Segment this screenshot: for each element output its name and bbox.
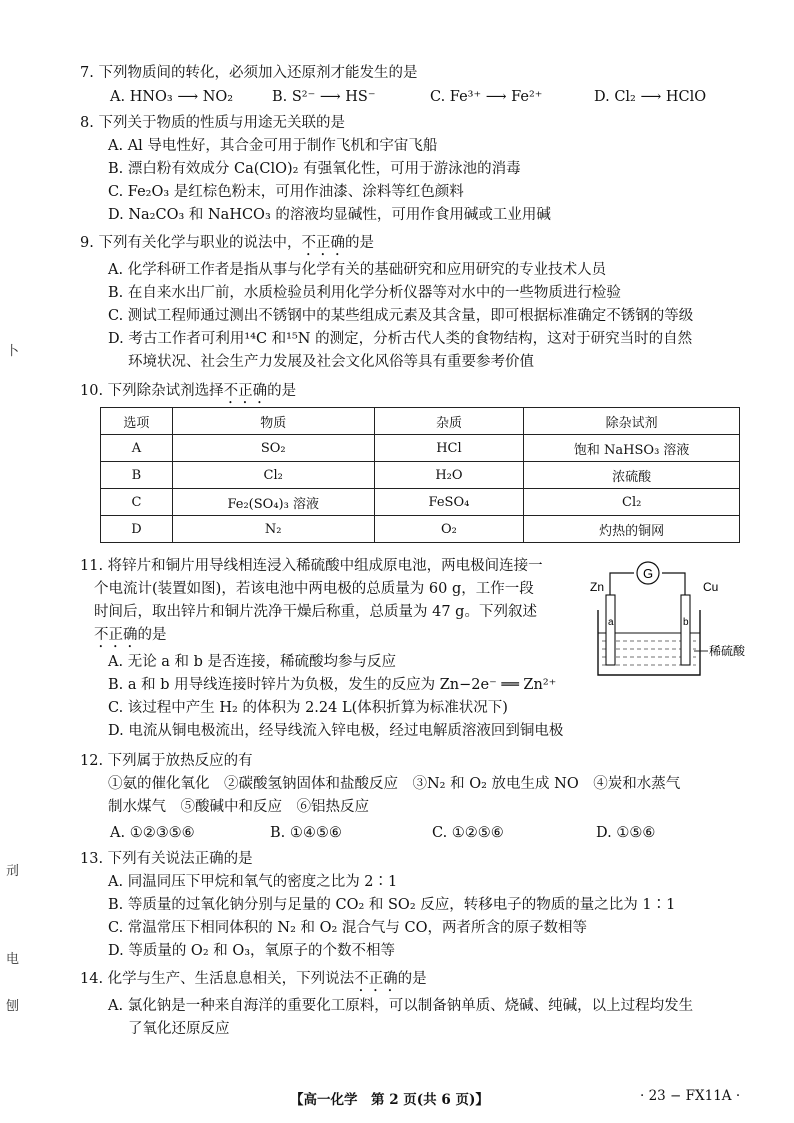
question-8 [80, 112, 745, 227]
table-row [101, 489, 740, 516]
question-13 [80, 848, 745, 963]
option-d: D. Na₂CO₃ 和 NaHCO₃ 的溶液均显碱性，可用作食用碱或工业用碱 [108, 207, 551, 223]
question-stem-line: 时间后，取出锌片和铜片洗净干燥后称重，总质量为 47 g。下列叙述 [94, 604, 537, 620]
option-d: D. Cl₂ ⟶ HClO [594, 89, 707, 105]
option-b: B. 在自来水出厂前，水质检验员利用化学分析仪器等对水中的一些物质进行检验 [108, 285, 621, 301]
table-cell: 浓硫酸 [524, 462, 740, 489]
table-cell: 灼热的铜网 [524, 516, 740, 543]
option-b: B. a 和 b 用导线连接时锌片为负极，发生的反应为 Zn−2e⁻ ══ Zn²⁺ [108, 677, 557, 693]
margin-mark: 电 [6, 952, 20, 967]
table-cell: FeSO₄ [374, 489, 524, 516]
table-cell: O₂ [374, 516, 524, 543]
table-header: 杂质 [374, 408, 524, 435]
option-a: A. 化学科研工作者是指从事与化学有关的基础研究和应用研究的专业技术人员 [108, 262, 607, 278]
footer-page-info: 【高一化学 第 2 页(共 6 页)】 [290, 1092, 489, 1108]
option-a: A. 氯化钠是一种来自海洋的重要化工原料，可以制备钠单质、烧碱、纯碱，以上过程均发生 [108, 998, 694, 1014]
question-9 [80, 232, 745, 374]
option-c: C. 测试工程师通过测出不锈钢中的某些组成元素及其含量，即可根据标准确定不锈钢的等级 [108, 308, 694, 324]
question-stem: 9. 下列有关化学与职业的说法中，不正确的是 [80, 235, 374, 251]
table-header: 选项 [101, 408, 173, 435]
table-cell: Cl₂ [172, 462, 374, 489]
copper-electrode [681, 595, 690, 665]
footer-code: · 23 − FX11A · [640, 1088, 741, 1104]
question-11 [80, 555, 590, 743]
question-stem: 14. 化学与生产、生活息息相关，下列说法不正确的是 [80, 971, 427, 987]
table-cell: SO₂ [172, 435, 374, 462]
option-c: C. Fe³⁺ ⟶ Fe²⁺ [430, 89, 543, 105]
margin-mark: 卜 [6, 344, 20, 359]
table-cell: D [101, 516, 173, 543]
question-stem: 10. 下列除杂试剂选择不正确的是 [80, 383, 297, 399]
question-12 [80, 750, 745, 819]
option-b: B. S²⁻ ⟶ HS⁻ [272, 89, 376, 105]
question-stem: 13. 下列有关说法正确的是 [80, 851, 253, 867]
question-14 [80, 968, 745, 1041]
copper-label: Cu [703, 580, 719, 594]
zinc-electrode [606, 595, 615, 665]
option-c: C. 常温常压下相同体积的 N₂ 和 O₂ 混合气与 CO，两者所含的原子数相等 [108, 920, 588, 936]
option-d: D. 电流从铜电极流出，经导线流入锌电极，经过电解质溶液回到铜电极 [108, 723, 564, 739]
question-stem: 8. 下列关于物质的性质与用途无关联的是 [80, 115, 345, 131]
option-d: D. 考古工作者可利用¹⁴C 和¹⁵N 的测定，分析古代人类的食物结构，这对于研究当时的自然 [108, 331, 693, 347]
question-10 [80, 380, 745, 407]
table-cell: N₂ [172, 516, 374, 543]
option-a: A. 无论 a 和 b 是否连接，稀硫酸均参与反应 [108, 654, 397, 670]
option-b: B. 等质量的过氧化钠分别与足量的 CO₂ 和 SO₂ 反应，转移电子的物质的量之比为 1∶1 [108, 897, 676, 913]
table-row [101, 516, 740, 543]
option-d: D. ①⑤⑥ [596, 825, 656, 841]
option-a: A. 同温同压下甲烷和氧气的密度之比为 2∶1 [108, 874, 398, 890]
option-a: A. HNO₃ ⟶ NO₂ [110, 89, 234, 105]
question-stem-line: 个电流计(装置如图)，若该电池中两电极的总质量为 60 g，工作一段 [94, 581, 534, 597]
solution-label: 稀硫酸 [709, 644, 746, 658]
table-cell: B [101, 462, 173, 489]
table-row [101, 462, 740, 489]
table-cell: HCl [374, 435, 524, 462]
table-cell: Fe₂(SO₄)₃ 溶液 [172, 489, 374, 516]
table-cell: C [101, 489, 173, 516]
electrode-b-label: b [683, 617, 689, 628]
zinc-label: Zn [590, 580, 605, 594]
galvanometer-label: G [642, 566, 654, 581]
option-b: B. ①④⑤⑥ [270, 825, 342, 841]
option-a-continued: 了氧化还原反应 [128, 1021, 230, 1037]
option-c: C. ①②⑤⑥ [432, 825, 504, 841]
option-c: C. Fe₂O₃ 是红棕色粉末，可用作油漆、涂料等红色颜料 [108, 184, 464, 200]
margin-mark: 刨 [6, 999, 20, 1014]
option-b: B. 漂白粉有效成分 Ca(ClO)₂ 有强氧化性，可用于游泳池的消毒 [108, 161, 521, 177]
question-stem: 7. 下列物质间的转化，必须加入还原剂才能发生的是 [80, 65, 418, 81]
option-d-continued: 环境状况、社会生产力发展及社会文化风俗等具有重要参考价值 [128, 354, 534, 370]
question-stem: 11. 将锌片和铜片用导线相连浸入稀硫酸中组成原电池，两电极间连接一 [80, 558, 543, 574]
margin-mark: 刓 [6, 864, 20, 879]
question-stem: 12. 下列属于放热反应的有 [80, 753, 253, 769]
galvanic-cell-diagram [588, 555, 748, 685]
option-c: C. 该过程中产生 H₂ 的体积为 2.24 L(体积折算为标准状况下) [108, 700, 508, 716]
option-d: D. 等质量的 O₂ 和 O₃，氧原子的个数不相等 [108, 943, 396, 959]
question-items: ①氨的催化氧化 ②碳酸氢钠固体和盐酸反应 ③N₂ 和 O₂ 放电生成 NO ④炭和水蒸气 [108, 776, 681, 792]
table-cell: A [101, 435, 173, 462]
option-a: A. ①②③⑤⑥ [110, 825, 195, 841]
impurity-table [100, 407, 740, 543]
question-7 [80, 62, 745, 85]
table-cell: Cl₂ [524, 489, 740, 516]
table-cell: H₂O [374, 462, 524, 489]
table-header: 物质 [172, 408, 374, 435]
table-row [101, 435, 740, 462]
electrode-a-label: a [608, 617, 614, 628]
option-a: A. Al 导电性好，其合金可用于制作飞机和宇宙飞船 [108, 138, 438, 154]
question-stem-line: 不正确的是 [94, 627, 167, 643]
question-items: 制水煤气 ⑤酸碱中和反应 ⑥铝热反应 [108, 799, 369, 815]
table-header: 除杂试剂 [524, 408, 740, 435]
table-header-row [101, 408, 740, 435]
table-cell: 饱和 NaHSO₃ 溶液 [524, 435, 740, 462]
